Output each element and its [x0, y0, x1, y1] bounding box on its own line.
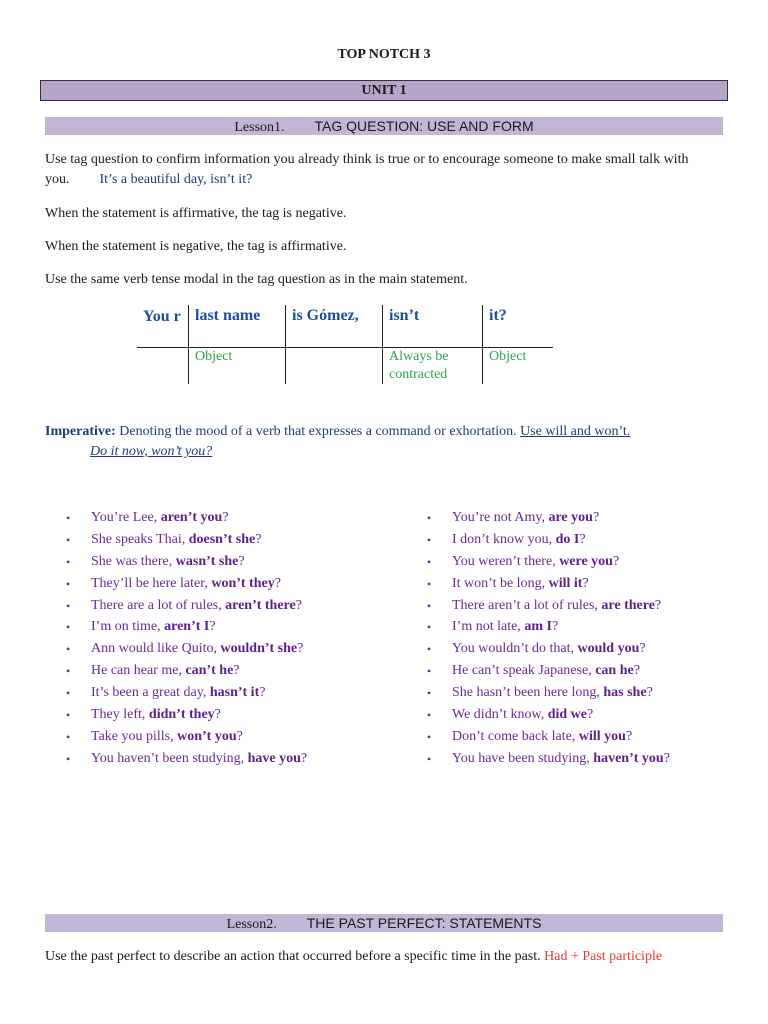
- list-item: [427, 683, 747, 705]
- example-statement: Ann would like Quito,: [91, 641, 221, 657]
- lesson1-intro: [45, 150, 725, 190]
- list-item: [66, 639, 406, 661]
- example-tag: were you: [559, 553, 613, 569]
- example-tag: won’t they: [211, 575, 275, 591]
- example-end: ?: [639, 641, 646, 657]
- list-item: [66, 705, 406, 727]
- example-end: ?: [646, 685, 653, 701]
- examples-left-column: [66, 508, 406, 771]
- example-statement: You wouldn’t do that,: [452, 641, 578, 657]
- intro-text: Use tag question to confirm information you already think is true or to encourage someone to make small talk with you.: [45, 152, 689, 187]
- example-tag: are there: [601, 597, 655, 613]
- list-item: [427, 617, 747, 639]
- table-cell: Object: [189, 348, 286, 385]
- imperative-example: Do it now, won’t you?: [90, 444, 213, 459]
- rule-tense: Use the same verb tense modal in the tag question as in the main statement.: [45, 272, 468, 287]
- example-tag: hasn’t it: [209, 685, 260, 701]
- list-item: [66, 508, 406, 530]
- list-item: [427, 530, 747, 552]
- list-item: [427, 749, 747, 771]
- example-tag: have you: [247, 750, 301, 766]
- table-cell: last name: [189, 305, 286, 348]
- imperative-definition: [45, 422, 725, 442]
- example-end: ?: [259, 685, 266, 701]
- example-tag: aren’t there: [225, 597, 296, 613]
- example-statement: There aren’t a lot of rules,: [452, 597, 602, 613]
- example-end: ?: [295, 597, 302, 613]
- example-statement: Take you pills,: [91, 728, 178, 744]
- example-end: ?: [238, 553, 245, 569]
- example-end: ?: [236, 728, 243, 744]
- example-tag: would you: [577, 641, 640, 657]
- example-tag: am I: [524, 619, 552, 635]
- example-tag: won’t you: [177, 728, 237, 744]
- lesson2-number: Lesson2.: [226, 917, 277, 932]
- example-statement: You have been studying,: [452, 750, 594, 766]
- table-cell: Always be contracted: [383, 348, 483, 385]
- example-statement: I don’t know you,: [452, 531, 556, 547]
- lesson1-title: TAG QUESTION: USE AND FORM: [314, 118, 534, 134]
- lesson1-heading: [45, 117, 723, 135]
- example-end: ?: [633, 663, 640, 679]
- example-statement: You weren’t there,: [452, 553, 560, 569]
- example-statement: She hasn’t been here long,: [452, 685, 604, 701]
- table-cell: [286, 348, 383, 385]
- lesson2-intro-text: Use the past perfect to describe an action that occurred before a specific time in the past.: [45, 949, 541, 964]
- example-end: ?: [612, 553, 620, 569]
- example-statement: You haven’t been studying,: [91, 750, 248, 766]
- rule-negative: When the statement is negative, the tag is affirmative.: [45, 239, 347, 254]
- example-end: ?: [654, 597, 662, 613]
- list-item: [427, 661, 747, 683]
- table-cell: isn’t: [383, 305, 483, 348]
- list-item: [427, 639, 747, 661]
- example-end: ?: [214, 707, 221, 723]
- example-statement: They left,: [91, 707, 149, 723]
- example-tag: do I: [555, 531, 580, 547]
- list-item: [427, 727, 747, 749]
- example-statement: He can’t speak Japanese,: [452, 663, 596, 679]
- list-item: [427, 508, 747, 530]
- imperative-link[interactable]: Use will and won’t.: [520, 424, 631, 439]
- example-statement: You’re Lee,: [91, 510, 161, 525]
- lesson1-number: Lesson1.: [234, 120, 285, 135]
- list-item: [66, 574, 406, 596]
- example-statement: She speaks Thai,: [91, 531, 189, 547]
- table-cell: [137, 348, 189, 385]
- example-end: ?: [274, 575, 281, 591]
- example-tag: has she: [603, 685, 647, 701]
- list-item: [66, 552, 406, 574]
- example-end: ?: [587, 707, 594, 723]
- examples-right-column: [427, 508, 747, 771]
- example-statement: He can hear me,: [91, 663, 186, 679]
- example-end: ?: [300, 750, 308, 766]
- document-title: TOP NOTCH 3: [337, 47, 431, 62]
- imperative-label: Imperative:: [45, 424, 116, 439]
- table-note-row: [137, 348, 553, 385]
- example-end: ?: [255, 531, 262, 547]
- table-cell: Object: [483, 348, 554, 385]
- example-statement: Don’t come back late,: [452, 728, 579, 744]
- lesson2-heading: [45, 914, 723, 932]
- table-header-row: [137, 305, 553, 348]
- example-end: ?: [222, 510, 229, 525]
- lesson2-intro: [45, 947, 745, 967]
- list-item: [427, 596, 747, 618]
- list-item: [66, 749, 406, 771]
- rule-affirmative: When the statement is affirmative, the tag is negative.: [45, 206, 347, 221]
- list-item: [66, 530, 406, 552]
- list-item: [66, 683, 406, 705]
- list-item: [66, 661, 406, 683]
- example-end: ?: [592, 510, 600, 525]
- tag-structure-table: [137, 305, 553, 384]
- example-statement: It won’t be long,: [452, 575, 549, 591]
- example-tag: wasn’t she: [175, 553, 239, 569]
- example-end: ?: [233, 663, 240, 679]
- example-end: ?: [551, 619, 559, 635]
- example-end: ?: [579, 531, 586, 547]
- list-item: [66, 727, 406, 749]
- table-cell: it?: [483, 305, 554, 348]
- example-tag: did we: [547, 707, 587, 723]
- example-tag: can’t he: [185, 663, 234, 679]
- examples-right-list: [427, 508, 747, 771]
- example-statement: You’re not Amy,: [452, 510, 549, 525]
- example-tag: aren’t you: [160, 510, 223, 525]
- table-cell: You r: [137, 305, 189, 348]
- example-tag: are you: [548, 510, 593, 525]
- example-tag: will you: [578, 728, 626, 744]
- example-statement: I’m on time,: [91, 619, 165, 635]
- list-item: [66, 596, 406, 618]
- lesson2-formula: Had + Past participle: [544, 949, 663, 964]
- imperative-text: Denoting the mood of a verb that expresses a command or exhortation.: [119, 424, 517, 439]
- example-tag: aren’t I: [164, 619, 210, 635]
- example-end: ?: [297, 641, 304, 657]
- example-tag: will it: [548, 575, 583, 591]
- example-end: ?: [582, 575, 589, 591]
- example-statement: We didn’t know,: [452, 707, 548, 723]
- example-tag: doesn’t she: [188, 531, 256, 547]
- example-statement: She was there,: [91, 553, 176, 569]
- list-item: [427, 552, 747, 574]
- list-item: [427, 705, 747, 727]
- example-tag: didn’t they: [148, 707, 215, 723]
- table-cell: is Gómez,: [286, 305, 383, 348]
- example-statement: It’s been a great day,: [91, 685, 210, 701]
- lesson2-title: THE PAST PERFECT: STATEMENTS: [306, 915, 542, 931]
- example-tag: wouldn’t she: [220, 641, 298, 657]
- list-item: [427, 574, 747, 596]
- example-statement: I’m not late,: [452, 619, 525, 635]
- example-tag: haven’t you: [593, 750, 664, 766]
- example-tag: can he: [595, 663, 634, 679]
- list-item: [66, 617, 406, 639]
- example-end: ?: [663, 750, 670, 766]
- examples-left-list: [66, 508, 406, 771]
- example-end: ?: [209, 619, 216, 635]
- unit-heading: UNIT 1: [40, 80, 728, 101]
- intro-example: It’s a beautiful day, isn’t it?: [99, 172, 253, 187]
- example-end: ?: [625, 728, 633, 744]
- example-statement: They’ll be here later,: [91, 575, 212, 591]
- example-statement: There are a lot of rules,: [91, 597, 226, 613]
